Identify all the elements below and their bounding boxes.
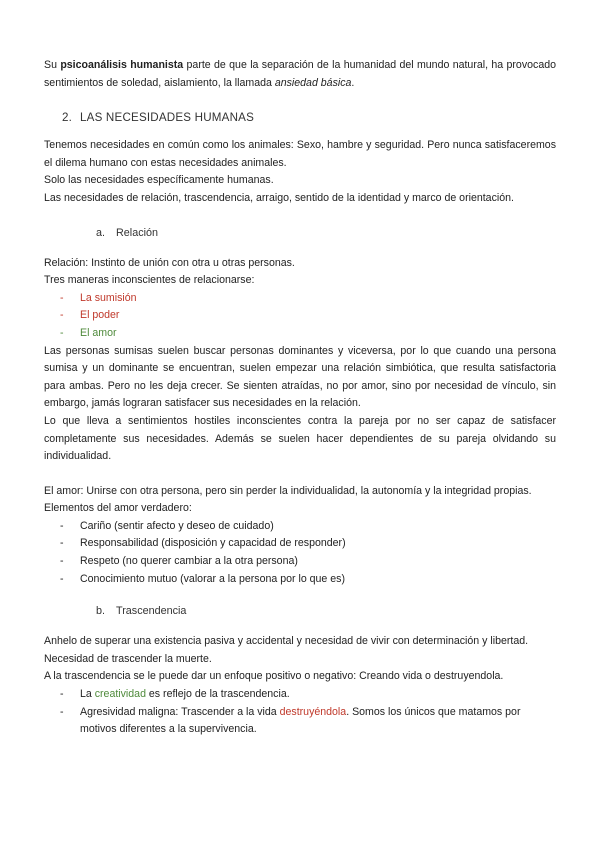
list-dash: - xyxy=(60,519,64,532)
list-text-pre: Agresividad maligna: Trascender a la vida xyxy=(80,705,280,718)
list-item-label: El amor xyxy=(80,326,117,339)
list-item xyxy=(44,571,556,589)
intro-italic-term: ansiedad básica xyxy=(274,76,352,89)
list-item-agresividad xyxy=(44,704,556,739)
list-dash: - xyxy=(60,705,64,718)
intro-text-post: parte de que la separación de la humanidad del mundo natural, ha provocado sentimientos de soledad, aislamiento, la llamada xyxy=(44,59,556,89)
relacion-p2: Tres maneras inconscientes de relacionarse: xyxy=(44,274,255,287)
subheading-letter: a. xyxy=(96,226,106,239)
subheading-letter: b. xyxy=(96,605,106,618)
list-dash: - xyxy=(60,688,64,701)
list-item xyxy=(44,553,556,571)
necesidades-p3: Las necesidades de relación, trascendencia, arraigo, sentido de la identidad y marco de orientación. xyxy=(44,191,514,204)
intro-text-pre: Su xyxy=(44,59,61,71)
list-item-label: Cariño (sentir afecto y deseo de cuidado) xyxy=(80,519,274,532)
trascendencia-p2: Necesidad de trascender la muerte. xyxy=(44,652,212,665)
relacion-p6: Elementos del amor verdadero: xyxy=(44,502,192,515)
necesidades-p2: Solo las necesidades específicamente humanas. xyxy=(44,174,274,187)
list-item-label: Respeto (no querer cambiar a la otra persona) xyxy=(80,555,298,568)
section-heading-necesidades xyxy=(44,109,556,127)
subheading-relacion xyxy=(44,224,556,242)
intro-bold-term: psicoanálisis humanista xyxy=(60,59,184,71)
list-dash: - xyxy=(60,537,64,550)
relacion-p5: El amor: Unirse con otra persona, pero sin perder la individualidad, la autonomía y la integridad propias. xyxy=(44,484,532,497)
trascendencia-p1: Anhelo de superar una existencia pasiva y accidental y necesidad de vivir con determinación y libertad. xyxy=(44,635,529,648)
list-item-poder xyxy=(44,307,556,325)
intro-text-end: . xyxy=(351,76,355,89)
relacion-p1: Relación: Instinto de unión con otra u otras personas. xyxy=(44,256,295,269)
highlight-creatividad: creatividad xyxy=(94,688,146,701)
section-number: 2. xyxy=(62,111,73,125)
list-dash: - xyxy=(60,555,64,568)
list-dash: - xyxy=(60,326,64,339)
necesidades-p1: Tenemos necesidades en común como los animales: Sexo, hambre y seguridad. Pero nunca satisfaceremos el dilema humano con estas necesidades animales. xyxy=(44,139,556,169)
amor-elements-list xyxy=(44,518,556,588)
list-item xyxy=(44,518,556,536)
list-item-sumision xyxy=(44,290,556,308)
list-dash: - xyxy=(60,572,64,585)
list-text-pre: La xyxy=(80,688,95,701)
relacion-ways-list xyxy=(44,290,556,343)
subheading-title: Relación xyxy=(116,226,159,239)
relacion-p3: Las personas sumisas suelen buscar personas dominantes y viceversa, por lo que cuando una persona sumisa y un dominante se encuentran, suelen empezar una relación simbiótica, que resulta satisfactoria para ambas. Pero no les deja crecer. Se sienten atraídas, no por amor, sino por necesidad de vínculo, sin embargo, jamás lograran satisfacer sus necesidades en la relación. xyxy=(44,344,556,410)
subheading-trascendencia xyxy=(44,602,556,620)
relacion-p4: Lo que lleva a sentimientos hostiles inconscientes contra la pareja por no ser capaz de satisfacer completamente sus necesidades. Además se suelen hacer dependientes de su pareja olvidando su individualidad. xyxy=(44,414,556,463)
list-item-amor xyxy=(44,325,556,343)
list-item-label: El poder xyxy=(80,309,120,322)
trascendencia-p3: A la trascendencia se le puede dar un enfoque positivo o negativo: Creando vida o destruyendola. xyxy=(44,670,504,683)
subheading-title: Trascendencia xyxy=(116,605,187,618)
list-dash: - xyxy=(60,291,64,304)
document-content xyxy=(44,57,556,739)
highlight-destruyendola: destruyéndola xyxy=(279,705,347,718)
list-item-label: Responsabilidad (disposición y capacidad de responder) xyxy=(80,537,346,550)
list-dash: - xyxy=(60,309,64,322)
list-item-label: Conocimiento mutuo (valorar a la persona por lo que es) xyxy=(80,572,345,585)
list-item-creatividad xyxy=(44,686,556,704)
list-text-post: es reflejo de la trascendencia. xyxy=(145,688,290,701)
list-item xyxy=(44,535,556,553)
intro-paragraph xyxy=(44,57,556,92)
section-title: LAS NECESIDADES HUMANAS xyxy=(80,111,255,125)
list-item-label: La sumisión xyxy=(80,291,137,304)
list-text-post: . Somos los únicos que matamos por motivos diferentes a la supervivencia. xyxy=(80,705,521,736)
trascendencia-list xyxy=(44,686,556,739)
